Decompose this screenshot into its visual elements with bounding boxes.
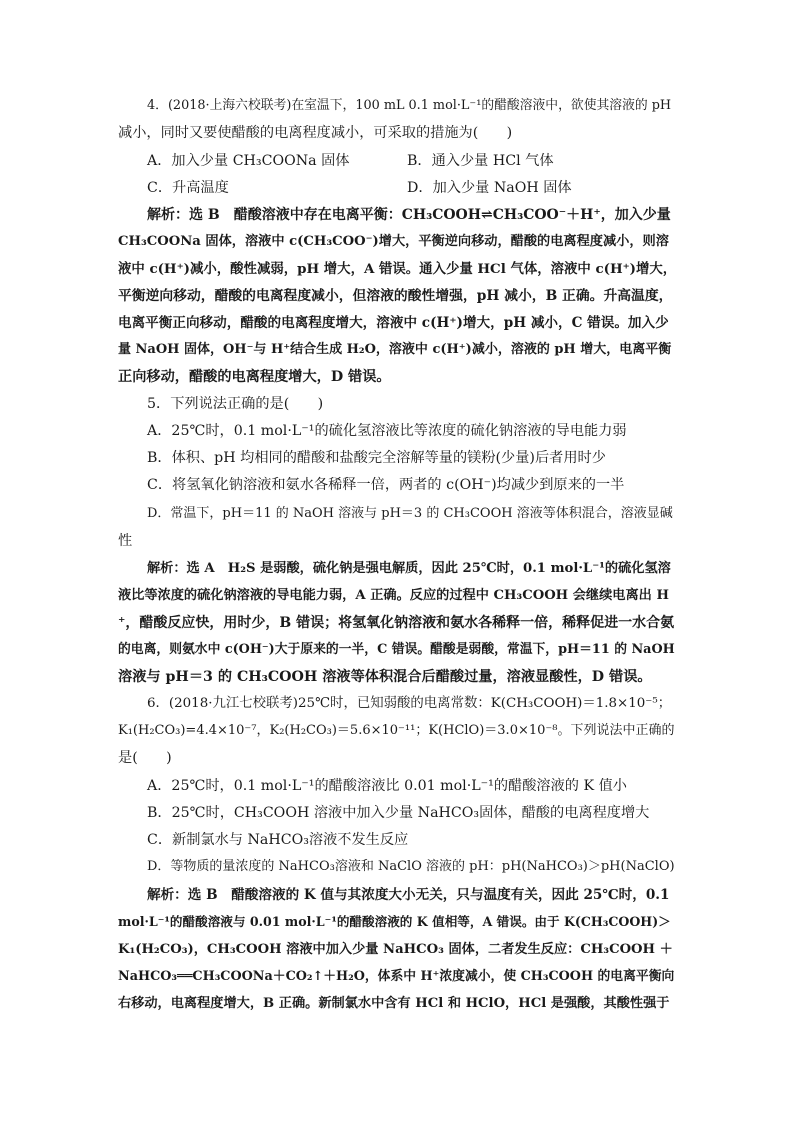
q6-analysis-line-3: K₁(H₂CO₃)，CH₃COOH 溶液中加入少量 NaHCO₃ 固体，二者发生反应：CH₃COOH ＋ [118, 942, 673, 957]
q5-analysis-line-2: 液比等浓度的硫化钠溶液的导电能力弱，A 正确。反应的过程中 CH₃COOH 会继续电离出 H [118, 588, 669, 603]
q6-stem-line-3: 是( ) [118, 750, 172, 766]
q5-option-c: C．将氢氧化钠溶液和氨水各稀释一倍，两者的 c(OH⁻)均减少到原来的一半 [147, 477, 625, 493]
q4-analysis-line-7: 正向移动，醋酸的电离程度增大，D 错误。 [118, 369, 391, 385]
q6-option-d: D．等物质的量浓度的 NaHCO₃溶液和 NaClO 溶液的 pH：pH(NaHCO₃)＞pH(NaClO) [147, 859, 675, 874]
q6-option-b: B．25℃时，CH₃COOH 溶液中加入少量 NaHCO₃固体，醋酸的电离程度增大 [147, 805, 650, 821]
q4-analysis-line-6: 量 NaOH 固体，OH⁻与 H⁺结合生成 H₂O，溶液中 c(H⁺)减小，溶液的 pH 增大，电离平衡 [118, 342, 672, 357]
q4-stem-line-2: 减小，同时又要使醋酸的电离程度减小，可采取的措施为( ) [118, 125, 513, 141]
q5-option-b: B．体积、pH 均相同的醋酸和盐酸完全溶解等量的镁粉(少量)后者用时少 [147, 450, 606, 466]
q6-stem-line-1: 6．(2018·九江七校联考)25℃时，已知弱酸的电离常数：K(CH₃COOH)＝1.8×10⁻⁵； [147, 696, 672, 711]
q5-option-d-line-2: 性 [118, 533, 133, 549]
q4-analysis-line-1: 解析：选 B 醋酸溶液中存在电离平衡：CH₃COOH⇌CH₃COO⁻＋H⁺，加入少量 [147, 207, 671, 223]
q4-option-a: A．加入少量 CH₃COONa 固体 [147, 153, 350, 169]
q6-analysis-line-1: 解析：选 B 醋酸溶液的 K 值与其浓度大小无关，只与温度有关，因此 25℃时，0.1 [147, 887, 670, 903]
q4-stem-line-1: 4．(2018·上海六校联考)在室温下，100 mL 0.1 mol·L⁻¹的醋酸溶液中，欲使其溶液的 pH [147, 98, 672, 113]
q5-option-a: A．25℃时，0.1 mol·L⁻¹的硫化氢溶液比等浓度的硫化钠溶液的导电能力弱 [147, 423, 627, 439]
q6-option-a: A．25℃时，0.1 mol·L⁻¹的醋酸溶液比 0.01 mol·L⁻¹的醋酸溶液的 K 值小 [147, 778, 627, 794]
q6-analysis-line-2: mol·L⁻¹的醋酸溶液与 0.01 mol·L⁻¹的醋酸溶液的 K 值相等，A 错误。由于 K(CH₃COOH)＞ [118, 914, 671, 929]
q5-analysis-line-3: ⁺，醋酸反应快，用时少，B 错误；将氢氧化钠溶液和氨水各稀释一倍，稀释促进一水合氨 [118, 615, 675, 631]
q6-option-c: C．新制氯水与 NaHCO₃溶液不发生反应 [147, 832, 409, 848]
q4-analysis-line-5: 电离平衡正向移动，醋酸的电离程度增大，溶液中 c(H⁺)增大，pH 减小，C 错误。加入少 [118, 315, 669, 331]
q5-analysis-line-5: 溶液与 pH＝3 的 CH₃COOH 溶液等体积混合后醋酸过量，溶液显酸性，D 错误。 [118, 669, 652, 685]
q5-option-d-line-1: D．常温下，pH＝11 的 NaOH 溶液与 pH＝3 的 CH₃COOH 溶液等体积混合，溶液显碱 [147, 506, 673, 521]
q4-analysis-line-2: CH₃COONa 固体，溶液中 c(CH₃COO⁻)增大，平衡逆向移动，醋酸的电离程度减小，则溶 [118, 234, 669, 249]
q5-analysis-line-1: 解析：选 A H₂S 是弱酸，硫化钠是强电解质，因此 25℃时，0.1 mol·L⁻¹的硫化氢溶 [147, 561, 671, 576]
q6-analysis-line-4: NaHCO₃══CH₃COONa＋CO₂↑＋H₂O，体系中 H⁺浓度减小，使 CH₃COOH 的电离平衡向 [118, 969, 675, 984]
q4-analysis-line-4: 平衡逆向移动，醋酸的电离程度减小，但溶液的酸性增强，pH 减小，B 正确。升高温度， [118, 288, 673, 304]
q6-stem-line-2: K₁(H₂CO₃)=4.4×10⁻⁷，K₂(H₂CO₃)＝5.6×10⁻¹¹；K(HClO)＝3.0×10⁻⁸。下列说法中正确的 [118, 723, 675, 738]
q6-analysis-line-5: 右移动，电离程度增大，B 正确。新制氯水中含有 HCl 和 HClO，HCl 是强酸，其酸性强于 [118, 996, 670, 1011]
q4-option-c: C．升高温度 [147, 180, 229, 196]
q4-option-b: B．通入少量 HCl 气体 [407, 153, 554, 169]
q4-option-d: D．加入少量 NaOH 固体 [407, 180, 572, 196]
q4-analysis-line-3: 液中 c(H⁺)减小，酸性减弱，pH 增大，A 错误。通入少量 HCl 气体，溶液中 c(H⁺)增大， [118, 261, 677, 277]
q5-analysis-line-4: 的电离，则氨水中 c(OH⁻)大于原来的一半，C 错误。醋酸是弱酸，常温下，pH＝11 的 NaOH [118, 642, 675, 657]
q5-stem-line-1: 5．下列说法正确的是( ) [147, 396, 324, 412]
